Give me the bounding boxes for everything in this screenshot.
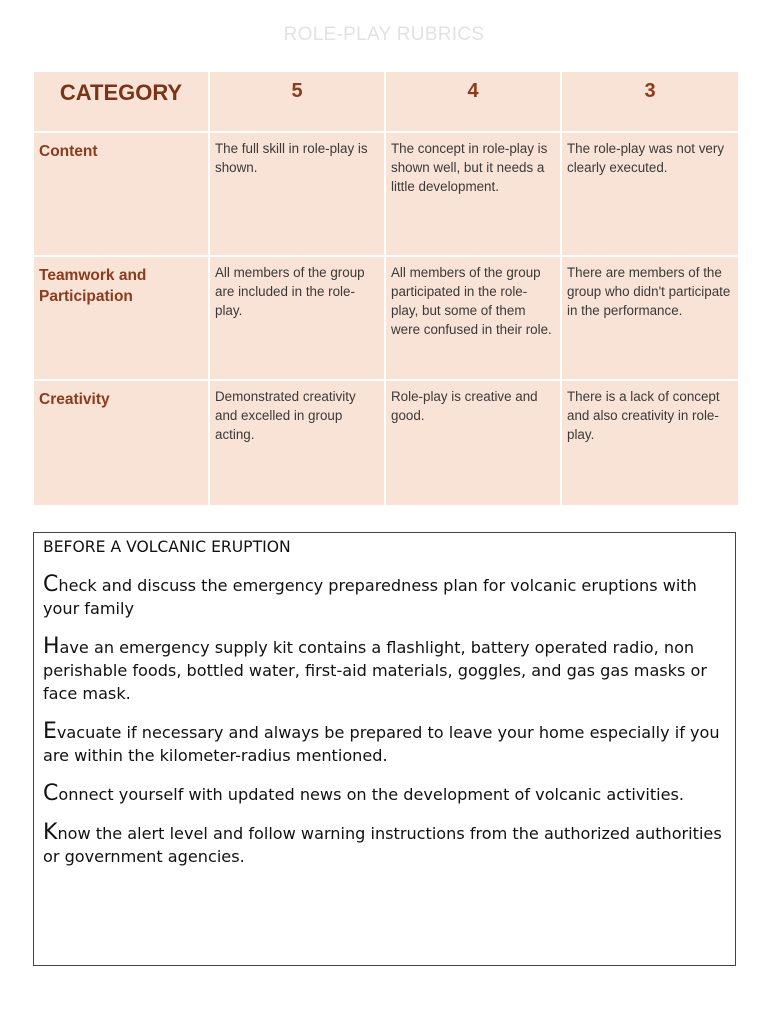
tip-item [43,782,725,806]
tip-text: ave an emergency supply kit contains a flashlight, battery operated radio, non perishable foods, bottled water, first-aid materials, goggles, and gas gas masks or face mask. [43,638,707,703]
table-cell: There are members of the group who didn't participate in the performance. [562,257,738,381]
rubric-table [34,72,738,505]
page-title: ROLE-PLAY RUBRICS [283,24,485,45]
header-score-3: 3 [562,72,738,133]
tip-initial: E [43,719,57,744]
table-cell: The full skill in role-play is shown. [210,133,386,257]
table-cell: All members of the group participated in the role-play, but some of them were confused in their role. [386,257,562,381]
table-cell: Demonstrated creativity and excelled in group acting. [210,381,386,505]
tip-item [43,635,725,705]
table-cell: Role-play is creative and good. [386,381,562,505]
tip-item [43,821,725,868]
box-heading: BEFORE A VOLCANIC ERUPTION [43,538,291,556]
table-cell: The concept in role-play is shown well, but it needs a little development. [386,133,562,257]
table-cell: The role-play was not very clearly executed. [562,133,738,257]
tip-text: heck and discuss the emergency preparedness plan for volcanic eruptions with your family [43,576,697,618]
tip-initial: C [43,781,59,806]
tip-item [43,720,725,767]
tip-initial: C [43,572,59,597]
tip-text: onnect yourself with updated news on the development of volcanic activities. [58,785,685,804]
header-score-5: 5 [210,72,386,133]
header-score-4: 4 [386,72,562,133]
row-category-content: Content [34,133,210,257]
tip-initial: K [43,820,58,845]
tip-text: vacuate if necessary and always be prepared to leave your home especially if you are within the kilometer-radius mentioned. [43,723,720,765]
tip-item [43,573,725,620]
volcanic-eruption-box [33,532,736,966]
table-cell: There is a lack of concept and also creativity in role-play. [562,381,738,505]
row-category-teamwork: Teamwork and Participation [34,257,210,381]
header-category: CATEGORY [34,72,210,133]
tip-initial: H [43,634,60,659]
row-category-creativity: Creativity [34,381,210,505]
tip-text: now the alert level and follow warning instructions from the authorized authorities or government agencies. [43,824,722,866]
table-cell: All members of the group are included in the role-play. [210,257,386,381]
